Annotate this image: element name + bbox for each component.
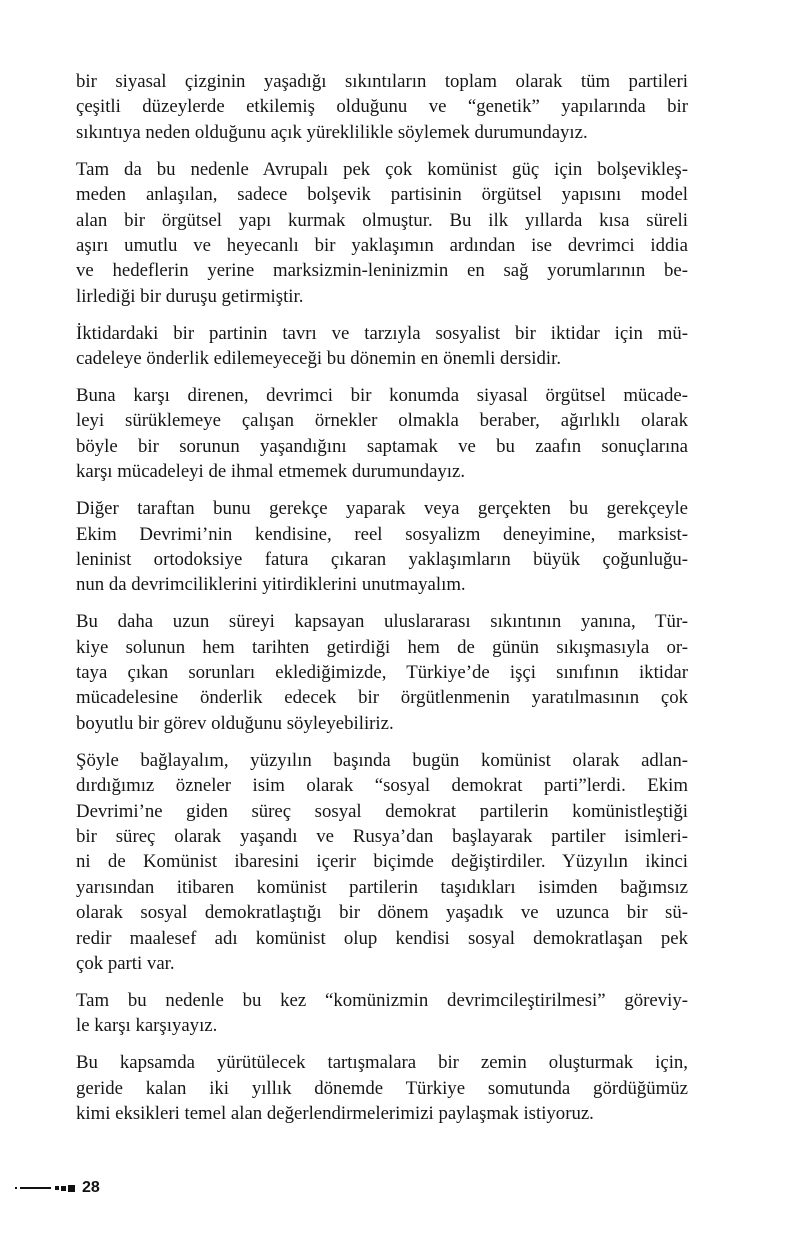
text-line: aşırı umutlu ve heyecanlı bir yaklaşımın ardından ise devrimci iddia xyxy=(76,234,688,256)
page-body xyxy=(76,69,688,1138)
paragraph xyxy=(76,496,688,598)
text-line: leyi sürüklemeye çalışan örnekler olmakla beraber, ağırlıklı olarak xyxy=(76,410,688,432)
paragraph xyxy=(76,157,688,309)
text-line: meden anlaşılan, sadece bolşevik partisinin örgütsel yapısını model xyxy=(76,184,688,206)
text-line: bir süreç olarak yaşandı ve Rusya’dan başlayarak partiler isimleri- xyxy=(76,825,688,847)
text-line: çeşitli düzeylerde etkilemiş olduğunu ve “genetik” yapılarında bir xyxy=(76,96,688,118)
text-line: kiye solunun hem tarihten getirdiği hem de günün sıkışmasıyla or- xyxy=(76,636,688,658)
footer-square-small-icon xyxy=(55,1186,59,1190)
text-line: le karşı karşıyayız. xyxy=(76,1015,218,1037)
text-line: leninist ortodoksiye fatura çıkaran yaklaşımların büyük çoğunluğu- xyxy=(76,548,688,570)
text-line: Buna karşı direnen, devrimci bir konumda siyasal örgütsel mücade- xyxy=(76,384,688,406)
text-line: alan bir örgütsel yapı kurmak olmuştur. Bu ilk yıllarda kısa süreli xyxy=(76,209,688,231)
text-line: Diğer taraftan bunu gerekçe yaparak veya gerçekten bu gerekçeyle xyxy=(76,498,688,520)
text-line: ve hedeflerin yerine marksizmin-leninizmin en sağ yorumlarının be- xyxy=(76,260,688,282)
text-line: karşı mücadeleyi de ihmal etmemek durumundayız. xyxy=(76,461,466,483)
text-line: Bu daha uzun süreyi kapsayan uluslararası sıkıntının yanına, Tür- xyxy=(76,611,688,633)
text-line: İktidardaki bir partinin tavrı ve tarzıyla sosyalist bir iktidar için mü- xyxy=(76,322,688,344)
footer-rule-icon xyxy=(15,1185,75,1192)
text-line: Tam bu nedenle bu kez “komünizmin devrimcileştirilmesi” göreviy- xyxy=(76,989,688,1011)
text-line: boyutlu bir görev olduğunu söyleyebiliriz. xyxy=(76,712,394,734)
text-line: Tam da bu nedenle Avrupalı pek çok komünist güç için bolşevikleş- xyxy=(76,158,688,180)
text-line: ni de Komünist ibaresini içerir biçimde değiştirdiler. Yüzyılın ikinci xyxy=(76,851,688,873)
text-line: olarak sosyal demokratlaştığı bir dönem yaşadık ve uzunca bir sü- xyxy=(76,902,688,924)
text-line: sıkıntıya neden olduğunu açık yüreklilikle söylemek durumundayız. xyxy=(76,121,588,143)
text-line: dırdığımız özneler isim olarak “sosyal demokrat parti”lerdi. Ekim xyxy=(76,775,688,797)
text-line: çok parti var. xyxy=(76,953,175,974)
paragraph xyxy=(76,321,688,372)
text-line: kimi eksikleri temel alan değerlendirmelerimizi paylaşmak istiyoruz. xyxy=(76,1103,594,1125)
text-line: lirlediği bir duruşu getirmiştir. xyxy=(76,285,304,307)
text-line: mücadelesine önderlik edecek bir örgütlenmenin yaratılmasının çok xyxy=(76,687,688,709)
footer-square-large-icon xyxy=(68,1185,75,1192)
paragraph xyxy=(76,748,688,977)
text-line: nun da devrimciliklerini yitirdiklerini unutmayalım. xyxy=(76,574,466,596)
text-line: yarısından itibaren komünist partilerin taşıdıkları isimden bağımsız xyxy=(76,876,688,898)
paragraph xyxy=(76,988,688,1039)
footer-dash-icon xyxy=(20,1187,51,1190)
text-line: geride kalan iki yıllık dönemde Türkiye somutunda gördüğümüz xyxy=(76,1077,688,1099)
text-line: Bu kapsamda yürütülecek tartışmalara bir zemin oluşturmak için, xyxy=(76,1052,688,1074)
footer-dot-icon xyxy=(15,1187,17,1189)
text-line: Ekim Devrimi’nin kendisine, reel sosyalizm deneyimine, marksist- xyxy=(76,523,688,545)
text-line: böyle bir sorunun yaşandığını saptamak ve bu zaafın sonuçlarına xyxy=(76,435,688,457)
page-footer xyxy=(15,1178,100,1198)
page-number: 28 xyxy=(82,1179,100,1196)
text-line: Devrimi’ne giden süreç sosyal demokrat partilerin komünistleştiği xyxy=(76,800,688,822)
paragraph xyxy=(76,69,688,145)
paragraph xyxy=(76,383,688,485)
paragraph xyxy=(76,1050,688,1126)
text-line: cadeleye önderlik edilemeyeceği bu dönemin en önemli dersidir. xyxy=(76,348,562,370)
text-line: redir maalesef adı komünist olup kendisi sosyal demokratlaşan pek xyxy=(76,927,688,949)
footer-square-medium-icon xyxy=(61,1186,66,1191)
paragraph xyxy=(76,609,688,736)
text-line: bir siyasal çizginin yaşadığı sıkıntıların toplam olarak tüm partileri xyxy=(76,71,688,92)
text-line: taya çıkan sorunları eklediğimizde, Türkiye’de işçi sınıfının iktidar xyxy=(76,662,688,684)
text-line: Şöyle bağlayalım, yüzyılın başında bugün komünist olarak adlan- xyxy=(76,749,688,771)
